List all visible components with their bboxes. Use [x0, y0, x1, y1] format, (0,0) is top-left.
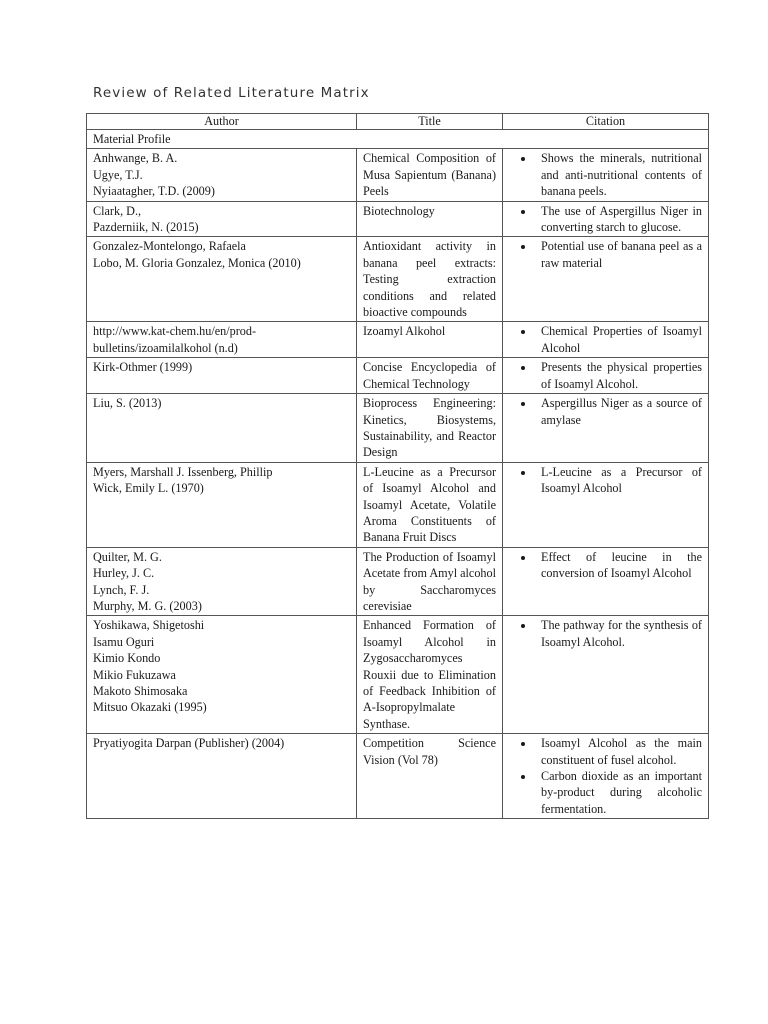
citation-list: [509, 238, 702, 271]
author-cell: Gonzalez-Montelongo, Rafaela Lobo, M. Gloria Gonzalez, Monica (2010): [87, 237, 357, 322]
citation-list: [509, 735, 702, 817]
literature-matrix-table: [86, 113, 709, 819]
title-cell: Bioprocess Engineering: Kinetics, Biosystems, Sustainability, and Reactor Design: [357, 394, 503, 463]
citation-cell: [503, 462, 709, 547]
title-cell: L-Leucine as a Precursor of Isoamyl Alcohol and Isoamyl Acetate, Volatile Aroma Constituents of Banana Fruit Discs: [357, 462, 503, 547]
table-row: [87, 358, 709, 394]
title-cell: Concise Encyclopedia of Chemical Technology: [357, 358, 503, 394]
header-citation: Citation: [503, 114, 709, 130]
citation-item: • Chemical Properties of Isoamyl Alcohol: [535, 323, 702, 356]
citation-list: [509, 617, 702, 650]
citation-item: • Isoamyl Alcohol as the main constituent of fusel alcohol.: [535, 735, 702, 768]
citation-cell: [503, 547, 709, 616]
table-row: [87, 237, 709, 322]
header-author: Author: [87, 114, 357, 130]
citation-item: • Potential use of banana peel as a raw material: [535, 238, 702, 271]
author-cell: Pryatiyogita Darpan (Publisher) (2004): [87, 734, 357, 819]
section-row: [87, 130, 709, 149]
citation-list: [509, 359, 702, 392]
table-row: [87, 616, 709, 734]
citation-list: [509, 150, 702, 199]
citation-item: • Presents the physical properties of Isoamyl Alcohol.: [535, 359, 702, 392]
citation-cell: [503, 237, 709, 322]
header-row: [87, 114, 709, 130]
citation-item: • The use of Aspergillus Niger in converting starch to glucose.: [535, 203, 702, 236]
citation-list: [509, 549, 702, 582]
author-cell: http://www.kat-chem.hu/en/prod-bulletins/izoamilalkohol (n.d): [87, 322, 357, 358]
title-cell: Competition Science Vision (Vol 78): [357, 734, 503, 819]
citation-item: • Aspergillus Niger as a source of amylase: [535, 395, 702, 428]
title-cell: Chemical Composition of Musa Sapientum (Banana) Peels: [357, 149, 503, 201]
table-row: [87, 149, 709, 201]
author-cell: Myers, Marshall J. Issenberg, Phillip Wick, Emily L. (1970): [87, 462, 357, 547]
table-row: [87, 734, 709, 819]
citation-item: • Shows the minerals, nutritional and anti-nutritional contents of banana peels.: [535, 150, 702, 199]
author-cell: Kirk-Othmer (1999): [87, 358, 357, 394]
table-row: [87, 462, 709, 547]
title-cell: Enhanced Formation of Isoamyl Alcohol in Zygosaccharomyces Rouxii due to Elimination of Feedback Inhibition of A-Isopropylmalate Synthase.: [357, 616, 503, 734]
table-row: [87, 322, 709, 358]
citation-list: [509, 203, 702, 236]
citation-cell: [503, 616, 709, 734]
title-cell: Biotechnology: [357, 201, 503, 237]
section-label: Material Profile: [87, 130, 709, 149]
table-row: [87, 394, 709, 463]
citation-cell: [503, 149, 709, 201]
author-cell: Anhwange, B. A. Ugye, T.J. Nyiaatagher, T.D. (2009): [87, 149, 357, 201]
author-cell: Yoshikawa, Shigetoshi Isamu Oguri Kimio Kondo Mikio Fukuzawa Makoto Shimosaka Mitsuo Okazaki (1995): [87, 616, 357, 734]
title-cell: The Production of Isoamyl Acetate from Amyl alcohol by Saccharomyces cerevisiae: [357, 547, 503, 616]
author-cell: Quilter, M. G. Hurley, J. C. Lynch, F. J. Murphy, M. G. (2003): [87, 547, 357, 616]
citation-cell: [503, 322, 709, 358]
title-cell: Izoamyl Alkohol: [357, 322, 503, 358]
citation-list: [509, 464, 702, 497]
document-title: Review of Related Literature Matrix: [93, 85, 370, 101]
citation-item: • Carbon dioxide as an important by-product during alcoholic fermentation.: [535, 768, 702, 817]
citation-item: • Effect of leucine in the conversion of Isoamyl Alcohol: [535, 549, 702, 582]
title-cell: Antioxidant activity in banana peel extracts: Testing extraction conditions and related bioactive compounds: [357, 237, 503, 322]
author-cell: Liu, S. (2013): [87, 394, 357, 463]
citation-cell: [503, 201, 709, 237]
citation-cell: [503, 734, 709, 819]
citation-list: [509, 395, 702, 428]
citation-cell: [503, 394, 709, 463]
table-row: [87, 547, 709, 616]
header-title: Title: [357, 114, 503, 130]
citation-item: • The pathway for the synthesis of Isoamyl Alcohol.: [535, 617, 702, 650]
citation-item: • L-Leucine as a Precursor of Isoamyl Alcohol: [535, 464, 702, 497]
author-cell: Clark, D., Pazderniik, N. (2015): [87, 201, 357, 237]
citation-list: [509, 323, 702, 356]
citation-cell: [503, 358, 709, 394]
table-row: [87, 201, 709, 237]
